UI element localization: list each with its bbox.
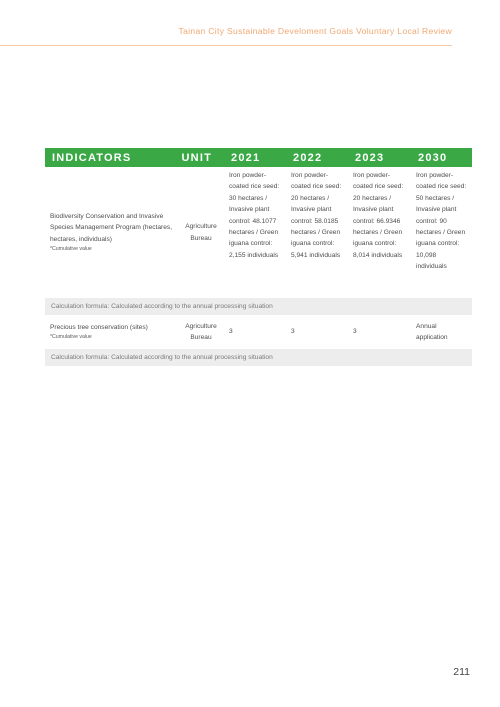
page-number: 211 (453, 666, 470, 678)
value-2030: Annual application (416, 322, 448, 341)
cumulative-note: *Cumulative value (50, 246, 92, 253)
value-2023: 3 (353, 328, 357, 336)
formula-text: Calculation formula: Calculated according to the annual processing situation (45, 348, 472, 367)
running-header: Tainan City Sustainable Develoment Goals Voluntary Local Review (178, 26, 452, 36)
indicator-cell (45, 168, 178, 297)
table-header-row (45, 148, 472, 168)
header-2021: 2021 (224, 148, 286, 168)
table-row (45, 168, 472, 297)
formula-row (45, 297, 472, 316)
value-2021: Iron powder-coated rice seed: 30 hectares / Invasive plant control: 48.1077 hectares / Green iguana control: 2,155 individuals (229, 172, 280, 259)
value-2021: 3 (229, 328, 233, 336)
value-2022: 3 (291, 328, 295, 336)
indicator-name: Biodiversity Conservation and Invasive Species Management Program (hectares, hectares, individuals) (50, 212, 173, 243)
header-unit: UNIT (178, 148, 224, 168)
header-rule (0, 45, 452, 46)
header-2023: 2023 (348, 148, 411, 168)
value-2023: Iron powder-coated rice seed: 20 hectares / Invasive plant control: 66.9346 hectares / Green iguana control: 8,014 individuals (353, 172, 404, 259)
unit-cell: Agriculture Bureau (185, 223, 217, 242)
indicator-cell (45, 316, 178, 348)
value-2022: Iron powder-coated rice seed: 20 hectares / Invasive plant control: 58.0185 hectares / Green iguana control: 5,941 individuals (291, 172, 342, 259)
header-2022: 2022 (286, 148, 348, 168)
indicators-table (45, 148, 472, 368)
formula-text: Calculation formula: Calculated according to the annual processing situation (45, 297, 472, 316)
header-indicators: INDICATORS (45, 148, 178, 168)
indicator-name: Precious tree conservation (sites) (50, 323, 148, 331)
formula-row (45, 348, 472, 367)
cumulative-note: *Cumulative value (50, 334, 92, 341)
table-row (45, 316, 472, 348)
value-2030: Iron powder-coated rice seed: 50 hectares / Invasive plant control: 90 hectares / Green iguana control: 10,098 individuals (416, 172, 467, 271)
unit-cell: Agriculture Bureau (185, 322, 217, 341)
header-2030: 2030 (411, 148, 472, 168)
